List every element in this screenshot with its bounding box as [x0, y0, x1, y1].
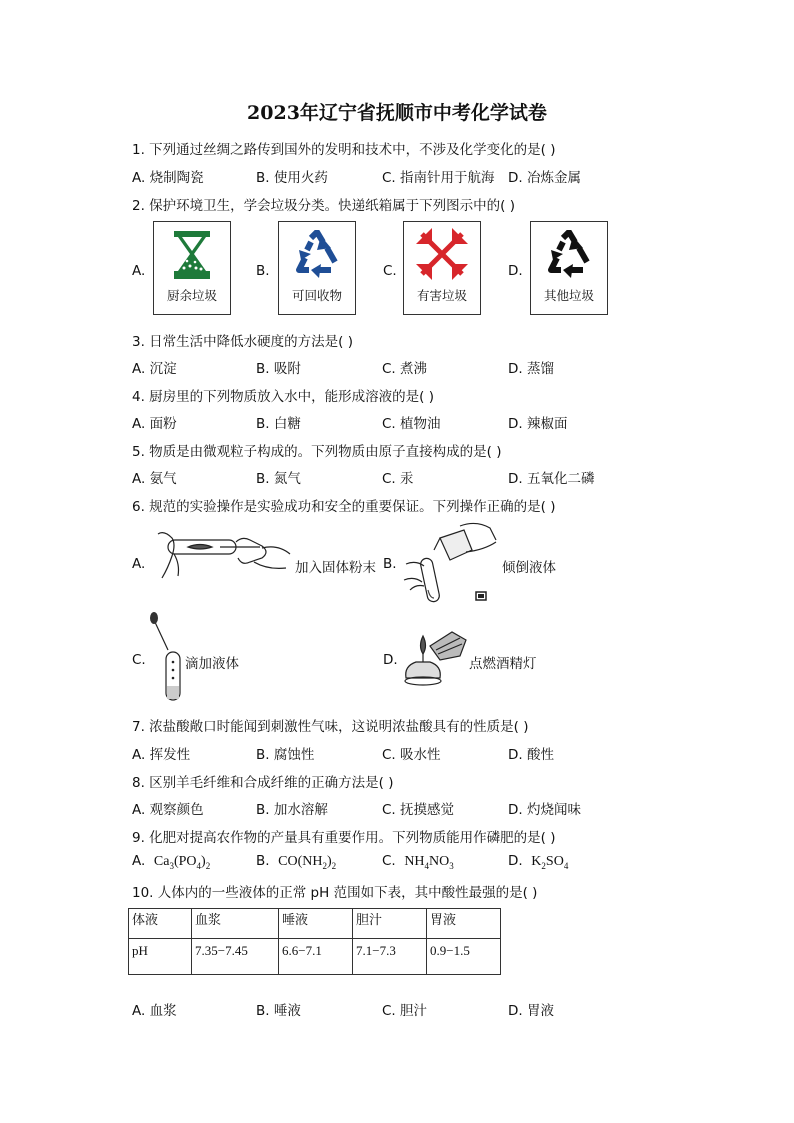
formula-urea: $CO(NH_2)_2$	[278, 854, 337, 871]
test-tube-powder-illustration	[150, 528, 292, 584]
option-c: C. 胆汁	[382, 1003, 428, 1019]
question-6: 6. 规范的实验操作是实验成功和安全的重要保证。下列操作正确的是( )	[132, 499, 556, 515]
recycle-icon-black	[543, 230, 595, 280]
recycle-icon	[291, 230, 343, 280]
hazard-cross-icon	[416, 228, 468, 280]
question-10-options	[132, 999, 692, 1019]
bin-label: 其他垃圾	[543, 288, 594, 303]
question-10: 10. 人体内的一些液体的正常 pH 范围如下表，其中酸性最强的是( )	[132, 885, 538, 901]
option-b: B. 氮气	[256, 471, 301, 487]
hazardous-waste-bin	[403, 221, 481, 315]
table-cell: 血浆	[192, 909, 279, 939]
table-cell: pH	[129, 939, 192, 975]
option-c: C. $NH_4NO_3$	[382, 853, 454, 871]
option-b-letter: B.	[383, 556, 397, 572]
option-c: C. 吸水性	[382, 747, 441, 763]
table-cell: 7.1−7.3	[353, 939, 427, 975]
recyclable-bin	[278, 221, 356, 315]
question-9: 9. 化肥对提高农作物的产量具有重要作用。下列物质能用作磷肥的是( )	[132, 830, 556, 846]
table-header-row	[129, 909, 501, 939]
option-a: A. 面粉	[132, 416, 177, 432]
option-a: A. 观察颜色	[132, 802, 204, 818]
option-b-letter: B.	[256, 263, 270, 279]
ph-table	[128, 908, 501, 975]
question-1: 1. 下列通过丝绸之路传到国外的发明和技术中，不涉及化学变化的是( )	[132, 142, 556, 158]
option-a: A. 沉淀	[132, 361, 177, 377]
option-c: C. 植物油	[382, 416, 441, 432]
option-d-letter: D.	[508, 263, 523, 279]
question-5-options	[132, 467, 692, 487]
option-c: C. 指南针用于航海	[382, 170, 495, 186]
table-cell: 体液	[129, 909, 192, 939]
other-waste-bin	[530, 221, 608, 315]
question-5: 5. 物质是由微观粒子构成的。下列物质由原子直接构成的是( )	[132, 444, 502, 460]
question-8: 8. 区别羊毛纤维和合成纤维的正确方法是( )	[132, 775, 394, 791]
kitchen-waste-bin	[153, 221, 231, 315]
table-cell: 胃液	[427, 909, 501, 939]
alcohol-lamp-illustration	[400, 626, 472, 690]
option-b: B. $CO(NH_2)_2$	[256, 853, 337, 871]
pouring-liquid-illustration	[400, 520, 500, 604]
option-b: B. 白糖	[256, 416, 301, 432]
option-d: D. 辣椒面	[508, 416, 568, 432]
question-3: 3. 日常生活中降低水硬度的方法是( )	[132, 334, 353, 350]
option-b: B. 使用火药	[256, 170, 328, 186]
option-c: C. 抚摸感觉	[382, 802, 455, 818]
option-a: A. 烧制陶瓷	[132, 170, 204, 186]
option-a: A. 挥发性	[132, 747, 191, 763]
question-7: 7. 浓盐酸敞口时能闻到刺激性气味，这说明浓盐酸具有的性质是( )	[132, 719, 529, 735]
option-a: A. 血浆	[132, 1003, 177, 1019]
dropper-tube-illustration	[148, 612, 184, 704]
question-4: 4. 厨房里的下列物质放入水中，能形成溶液的是( )	[132, 389, 434, 405]
page-title: 2023年辽宁省抚顺市中考化学试卷	[247, 102, 547, 124]
caption-add-powder: 加入固体粉末	[295, 560, 376, 576]
table-cell: 胆汁	[353, 909, 427, 939]
option-d-letter: D.	[383, 652, 398, 668]
option-d: D. 酸性	[508, 747, 554, 763]
table-cell: 6.6−7.1	[279, 939, 353, 975]
option-b: B. 腐蚀性	[256, 747, 315, 763]
bin-label: 可回收物	[291, 288, 342, 303]
caption-light-lamp: 点燃酒精灯	[469, 656, 537, 672]
bin-label: 厨余垃圾	[166, 288, 217, 303]
option-c-letter: C.	[383, 263, 397, 279]
option-d: D. 冶炼金属	[508, 170, 581, 186]
formula-potassium-sulfate: $K_2SO_4$	[531, 854, 569, 871]
option-c: C. 煮沸	[382, 361, 428, 377]
option-b: B. 唾液	[256, 1003, 301, 1019]
option-d: D. 蒸馏	[508, 361, 554, 377]
option-a: A. $Ca_3(PO_4)_2$	[132, 853, 211, 871]
question-2: 2. 保护环境卫生，学会垃圾分类。快递纸箱属于下列图示中的( )	[132, 198, 515, 214]
option-d: D. 胃液	[508, 1003, 554, 1019]
question-7-options	[132, 743, 692, 763]
caption-pour-liquid: 倾倒液体	[502, 560, 556, 576]
hourglass-icon	[168, 228, 216, 284]
question-1-options	[132, 166, 692, 186]
table-row	[129, 939, 501, 975]
table-cell: 7.35−7.45	[192, 939, 279, 975]
option-d: D. $K_2SO_4$	[508, 853, 569, 871]
option-a-letter: A.	[132, 556, 146, 572]
option-a: A. 氨气	[132, 471, 177, 487]
formula-calcium-phosphate: $Ca_3(PO_4)_2$	[153, 854, 211, 871]
formula-ammonium-nitrate: $NH_4NO_3$	[404, 854, 454, 871]
question-8-options	[132, 798, 692, 818]
table-cell: 0.9−1.5	[427, 939, 501, 975]
option-b: B. 加水溶解	[256, 802, 328, 818]
question-9-options	[132, 853, 692, 873]
option-b: B. 吸附	[256, 361, 301, 377]
table-cell: 唾液	[279, 909, 353, 939]
question-4-options	[132, 412, 692, 432]
question-3-options	[132, 357, 692, 377]
option-d: D. 五氧化二磷	[508, 471, 595, 487]
option-c: C. 汞	[382, 471, 414, 487]
option-c-letter: C.	[132, 652, 146, 668]
bin-label: 有害垃圾	[416, 288, 467, 303]
option-d: D. 灼烧闻味	[508, 802, 581, 818]
option-a-letter: A.	[132, 263, 146, 279]
caption-drop-liquid: 滴加液体	[185, 656, 239, 672]
